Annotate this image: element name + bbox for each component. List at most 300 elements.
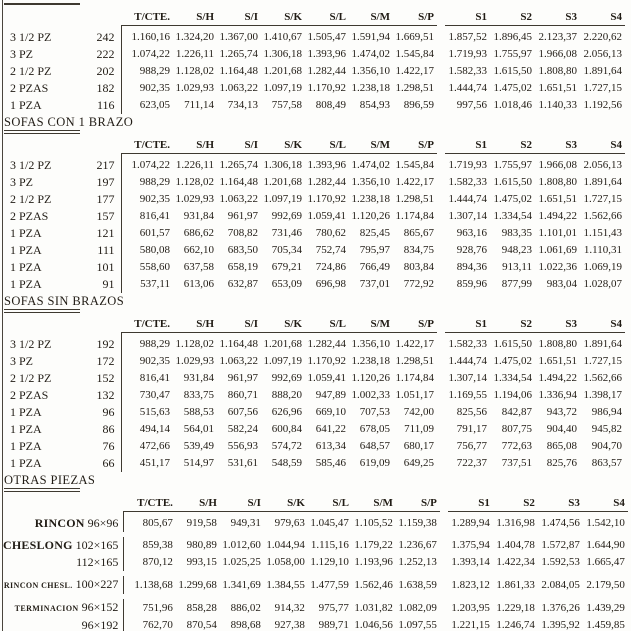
- row-label: 1 PZA: [10, 226, 42, 240]
- price-cell: 943,72: [546, 406, 577, 418]
- price-cell: 1.891,64: [583, 176, 622, 188]
- price-cell: 613,06: [183, 278, 214, 290]
- table-row: [3, 174, 625, 191]
- price-cell: 1.174,84: [395, 372, 434, 384]
- price-cell: 1.966,08: [538, 48, 577, 60]
- row-label-header: [3, 7, 73, 26]
- price-cell: 1.324,20: [175, 31, 214, 43]
- col-header: T/CTE.: [121, 314, 173, 333]
- table-row: [3, 404, 625, 421]
- price-cell: 1.289,94: [451, 517, 490, 529]
- price-cell: 1.192,56: [583, 99, 622, 111]
- section-header: [4, 474, 631, 492]
- price-cell: 1.336,94: [538, 389, 577, 401]
- price-cell: 1.082,09: [398, 601, 437, 614]
- price-cell: 762,70: [142, 619, 173, 631]
- price-cell: 854,93: [359, 99, 390, 111]
- section-sofas-top: [3, 7, 631, 114]
- price-cell: 1.494,22: [538, 372, 577, 384]
- price-cell: 1.823,12: [451, 578, 490, 591]
- price-cell: 1.615,50: [493, 65, 532, 77]
- price-cell: 1.002,33: [351, 389, 390, 401]
- table-row: [3, 26, 625, 47]
- price-cell: 724,86: [315, 261, 346, 273]
- piece-name: CHESLONG: [3, 538, 73, 552]
- header-row: [3, 7, 625, 26]
- price-table: [3, 7, 625, 114]
- price-cell: 619,09: [359, 457, 390, 469]
- col-header: S/M: [349, 314, 393, 333]
- price-cell: 756,77: [456, 440, 487, 452]
- price-cell: 711,09: [404, 423, 434, 435]
- row-qty: 197: [73, 174, 121, 191]
- table-row: [3, 438, 625, 455]
- table-row: [3, 242, 625, 259]
- price-cell: 1.298,51: [395, 193, 434, 205]
- column-gap: [437, 333, 445, 354]
- column-gap: [437, 276, 445, 293]
- price-cell: 931,84: [183, 210, 214, 222]
- price-cell: 537,11: [140, 278, 170, 290]
- section-header: [4, 295, 631, 313]
- column-gap: [437, 314, 445, 333]
- price-cell: 558,60: [139, 261, 170, 273]
- row-label-header: [3, 493, 75, 512]
- section-title-rule: [4, 488, 80, 492]
- col-header: S2: [490, 314, 535, 333]
- price-cell: 1.582,33: [448, 176, 487, 188]
- price-cell: 737,51: [501, 457, 532, 469]
- col-header: S1: [445, 135, 490, 154]
- price-cell: 641,22: [315, 423, 346, 435]
- table-row: [3, 154, 625, 175]
- price-cell: 1.097,19: [263, 355, 302, 367]
- page-left-border: [2, 0, 3, 631]
- col-header: S/M: [349, 135, 393, 154]
- price-cell: 648,57: [359, 440, 390, 452]
- price-cell: 919,58: [186, 517, 217, 529]
- price-cell: 1.307,14: [448, 372, 487, 384]
- price-cell: 949,31: [230, 517, 261, 529]
- price-cell: 1.028,07: [583, 278, 622, 290]
- price-cell: 1.063,22: [219, 355, 258, 367]
- price-cell: 1.063,22: [219, 193, 258, 205]
- col-header: S/K: [261, 7, 305, 26]
- column-gap: [437, 63, 445, 80]
- table-row: [3, 259, 625, 276]
- price-cell: 514,97: [183, 457, 214, 469]
- col-header: S/H: [176, 493, 220, 512]
- price-cell: 1.422,17: [395, 65, 434, 77]
- table-row: [3, 537, 628, 554]
- price-cell: 1.201,68: [263, 338, 302, 350]
- qty-header: [73, 7, 121, 26]
- table-row: [3, 455, 625, 472]
- price-cell: 988,29: [139, 65, 170, 77]
- price-cell: 494,14: [139, 423, 170, 435]
- price-cell: 564,01: [183, 423, 214, 435]
- price-cell: 1.592,53: [541, 556, 580, 568]
- row-label: 1 PZA: [10, 405, 42, 419]
- col-header: S2: [490, 135, 535, 154]
- price-cell: 948,23: [501, 244, 532, 256]
- price-cell: 928,76: [456, 244, 487, 256]
- col-header: S/P: [393, 7, 437, 26]
- column-gap: [437, 46, 445, 63]
- price-cell: 904,40: [546, 423, 577, 435]
- piece-dimensions: 102×165: [75, 538, 119, 552]
- price-cell: 1.474,02: [351, 48, 390, 60]
- section-otras-piezas: [3, 474, 631, 631]
- price-cell: 686,62: [183, 227, 214, 239]
- col-header: S4: [580, 135, 625, 154]
- price-cell: 803,84: [403, 261, 434, 273]
- price-cell: 1.298,51: [395, 355, 434, 367]
- price-cell: 772,63: [501, 440, 532, 452]
- price-cell: 1.808,80: [538, 176, 577, 188]
- row-label: 1 PZA: [10, 243, 42, 257]
- price-cell: 1.367,00: [219, 31, 258, 43]
- col-header: S2: [490, 7, 535, 26]
- price-cell: 1.221,15: [451, 619, 490, 631]
- price-cell: 914,32: [274, 601, 305, 614]
- price-cell: 730,47: [139, 389, 170, 401]
- table-row: [3, 208, 625, 225]
- col-header: S/K: [264, 493, 308, 512]
- row-qty: 172: [73, 353, 121, 370]
- row-qty: 132: [73, 387, 121, 404]
- price-cell: 1.891,64: [583, 65, 622, 77]
- price-cell: 531,61: [227, 457, 258, 469]
- price-cell: 945,82: [591, 423, 622, 435]
- price-cell: 472,66: [139, 440, 170, 452]
- table-row: [3, 333, 625, 354]
- previous-section-rule: [4, 3, 80, 5]
- row-label: [3, 554, 124, 571]
- col-header: S/I: [217, 314, 261, 333]
- price-cell: 1.651,51: [538, 193, 577, 205]
- col-header: S/L: [305, 135, 349, 154]
- price-cell: 751,96: [142, 601, 173, 614]
- row-label: [3, 537, 124, 554]
- price-cell: 2.084,05: [541, 578, 580, 591]
- col-header: S/M: [352, 493, 396, 512]
- price-cell: 1.170,92: [307, 355, 346, 367]
- price-cell: 1.422,17: [395, 338, 434, 350]
- price-cell: 988,29: [139, 338, 170, 350]
- price-cell: 1.110,31: [583, 244, 622, 256]
- price-cell: 737,01: [359, 278, 390, 290]
- price-cell: 1.494,22: [538, 210, 577, 222]
- price-cell: 1.138,68: [134, 578, 173, 591]
- column-gap: [440, 512, 448, 533]
- row-qty: 222: [73, 46, 121, 63]
- column-gap: [440, 537, 448, 554]
- price-cell: 979,63: [274, 517, 305, 529]
- price-cell: 1.395,92: [541, 619, 580, 631]
- price-cell: 757,58: [271, 99, 302, 111]
- price-cell: 1.265,74: [219, 48, 258, 60]
- price-cell: 1.376,26: [541, 601, 580, 614]
- price-cell: 585,46: [315, 457, 346, 469]
- price-cell: 1.719,93: [448, 48, 487, 60]
- col-header: S3: [535, 7, 580, 26]
- col-header: S3: [535, 314, 580, 333]
- piece-dimensions: 112×165: [76, 555, 119, 569]
- column-gap: [437, 353, 445, 370]
- price-cell: 1.203,95: [451, 601, 490, 614]
- price-cell: 1.226,11: [175, 159, 214, 171]
- price-cell: 986,94: [591, 406, 622, 418]
- column-gap: [437, 191, 445, 208]
- qty-header: [73, 135, 121, 154]
- price-cell: 539,49: [183, 440, 214, 452]
- price-cell: 637,58: [183, 261, 214, 273]
- price-cell: 805,67: [142, 517, 173, 529]
- price-cell: 1.193,96: [354, 556, 393, 568]
- row-qty: 192: [73, 333, 121, 354]
- price-cell: 1.341,69: [222, 578, 261, 591]
- col-header: S2: [493, 493, 538, 512]
- row-label: 1 PZA: [10, 456, 42, 470]
- price-cell: 1.896,45: [493, 31, 532, 43]
- table-row: [3, 276, 625, 293]
- col-header: S4: [583, 493, 628, 512]
- piece-dimensions: 100×227: [75, 577, 119, 591]
- price-cell: 1.384,55: [266, 578, 305, 591]
- col-header: S/P: [393, 135, 437, 154]
- price-cell: 1.474,56: [541, 517, 580, 529]
- price-cell: 983,04: [546, 278, 577, 290]
- price-cell: 913,11: [502, 261, 532, 273]
- price-cell: 1.031,82: [354, 601, 393, 614]
- row-label: 1 PZA: [10, 277, 42, 291]
- price-cell: 626,96: [271, 406, 302, 418]
- price-cell: 1.755,97: [493, 159, 532, 171]
- price-cell: 1.422,34: [496, 556, 535, 568]
- price-cell: 1.422,17: [395, 176, 434, 188]
- row-label: 2 PZAS: [10, 209, 49, 223]
- column-gap: [437, 174, 445, 191]
- price-cell: 653,09: [271, 278, 302, 290]
- header-row: [3, 493, 628, 512]
- price-cell: 678,05: [359, 423, 390, 435]
- price-cell: 1.051,17: [395, 389, 434, 401]
- price-cell: 1.179,22: [354, 539, 393, 551]
- col-header: S/H: [173, 135, 217, 154]
- row-qty: 66: [73, 455, 121, 472]
- price-cell: 1.299,68: [178, 578, 217, 591]
- column-gap: [440, 493, 448, 512]
- price-cell: 961,97: [227, 372, 258, 384]
- price-cell: 2.179,50: [586, 578, 625, 591]
- price-cell: 1.252,13: [398, 556, 437, 568]
- price-cell: 1.582,33: [448, 338, 487, 350]
- column-gap: [437, 404, 445, 421]
- column-gap: [440, 617, 448, 631]
- price-cell: 1.808,80: [538, 65, 577, 77]
- price-cell: 707,53: [359, 406, 390, 418]
- price-cell: 860,71: [227, 389, 258, 401]
- price-cell: 766,49: [359, 261, 390, 273]
- price-cell: 795,97: [359, 244, 390, 256]
- price-cell: 1.074,22: [131, 159, 170, 171]
- row-qty: 101: [73, 259, 121, 276]
- price-cell: 865,08: [546, 440, 577, 452]
- price-cell: 613,34: [315, 440, 346, 452]
- column-gap: [437, 242, 445, 259]
- row-label: 2 PZAS: [10, 81, 49, 95]
- price-cell: 669,10: [315, 406, 346, 418]
- price-cell: 1.226,11: [175, 48, 214, 60]
- price-cell: 601,57: [139, 227, 170, 239]
- price-cell: 1.045,47: [310, 517, 349, 529]
- price-cell: 825,56: [456, 406, 487, 418]
- row-label: 3 PZ: [10, 354, 34, 368]
- col-header: S/K: [261, 135, 305, 154]
- price-cell: 1.591,94: [351, 31, 390, 43]
- price-cell: 1.582,33: [448, 65, 487, 77]
- column-gap: [437, 455, 445, 472]
- price-cell: 1.727,15: [583, 82, 622, 94]
- price-cell: 1.128,02: [175, 338, 214, 350]
- price-cell: 1.669,51: [395, 31, 434, 43]
- price-cell: 1.727,15: [583, 193, 622, 205]
- table-row: [3, 512, 628, 533]
- price-cell: 896,59: [403, 99, 434, 111]
- price-cell: 1.356,10: [351, 338, 390, 350]
- price-cell: 1.857,52: [448, 31, 487, 43]
- price-cell: 1.129,10: [310, 556, 349, 568]
- column-gap: [437, 438, 445, 455]
- price-cell: 989,71: [318, 619, 349, 631]
- price-cell: 1.562,66: [583, 210, 622, 222]
- col-header: S/I: [217, 7, 261, 26]
- row-label: 1 PZA: [10, 439, 42, 453]
- price-cell: 983,35: [501, 227, 532, 239]
- price-cell: 451,17: [139, 457, 170, 469]
- price-cell: 1.029,93: [175, 193, 214, 205]
- column-gap: [437, 208, 445, 225]
- price-cell: 1.022,36: [538, 261, 577, 273]
- price-cell: 1.393,14: [451, 556, 490, 568]
- price-cell: 1.238,18: [351, 355, 390, 367]
- section-title-rule: [4, 130, 80, 134]
- price-cell: 877,99: [501, 278, 532, 290]
- row-qty: 177: [73, 191, 121, 208]
- price-cell: 1.097,19: [263, 82, 302, 94]
- price-cell: 2.123,37: [538, 31, 577, 43]
- col-header: S1: [448, 493, 493, 512]
- row-label: 3 1/2 PZ: [10, 157, 52, 172]
- col-header: S/M: [349, 7, 393, 26]
- price-cell: 1.044,94: [266, 539, 305, 551]
- row-label-header: [3, 135, 73, 154]
- qty-header: [73, 314, 121, 333]
- price-cell: 1.316,98: [496, 517, 535, 529]
- header-row: [3, 135, 625, 154]
- column-gap: [437, 259, 445, 276]
- row-label: 2 1/2 PZ: [10, 192, 52, 206]
- price-cell: 1.201,68: [263, 65, 302, 77]
- price-cell: 1.665,47: [586, 556, 625, 568]
- row-qty: 217: [73, 154, 121, 175]
- row-label: 1 PZA: [10, 260, 42, 274]
- price-cell: 859,96: [456, 278, 487, 290]
- price-cell: 548,59: [271, 457, 302, 469]
- price-cell: 825,76: [546, 457, 577, 469]
- piece-name: RINCON: [34, 515, 85, 530]
- price-cell: 680,17: [403, 440, 434, 452]
- price-table: [3, 135, 625, 293]
- price-cell: 1.727,15: [583, 355, 622, 367]
- price-cell: 863,57: [591, 457, 622, 469]
- price-cell: 1.651,51: [538, 82, 577, 94]
- price-table: [3, 314, 625, 472]
- price-cell: 1.063,22: [219, 82, 258, 94]
- price-cell: 556,93: [227, 440, 258, 452]
- price-cell: 1.545,84: [395, 159, 434, 171]
- column-gap: [437, 7, 445, 26]
- price-cell: 683,50: [227, 244, 258, 256]
- price-cell: 858,28: [186, 601, 217, 614]
- price-cell: 1.477,59: [310, 578, 349, 591]
- row-label: 3 PZ: [10, 47, 34, 61]
- table-row: [3, 225, 625, 242]
- row-qty: 96: [73, 404, 121, 421]
- row-qty: 182: [73, 80, 121, 97]
- col-header: S/P: [396, 493, 440, 512]
- price-cell: 1.236,67: [398, 539, 437, 551]
- piece-dimensions: 96×96: [87, 515, 119, 530]
- price-cell: 898,68: [230, 619, 261, 631]
- price-cell: 1.475,02: [493, 193, 532, 205]
- price-cell: 1.562,66: [583, 372, 622, 384]
- col-header: S3: [538, 493, 583, 512]
- price-cell: 842,87: [501, 406, 532, 418]
- price-cell: 722,37: [456, 457, 487, 469]
- price-cell: 1.334,54: [493, 372, 532, 384]
- price-cell: 816,41: [139, 210, 170, 222]
- price-cell: 1.356,10: [351, 65, 390, 77]
- header-row: [3, 314, 625, 333]
- table-row: [3, 191, 625, 208]
- price-cell: 1.404,78: [496, 539, 535, 551]
- price-cell: 833,75: [183, 389, 214, 401]
- price-cell: 808,49: [315, 99, 346, 111]
- table-row: [3, 387, 625, 404]
- price-cell: 515,63: [139, 406, 170, 418]
- price-cell: 1.174,84: [395, 210, 434, 222]
- price-cell: 1.105,52: [354, 517, 393, 529]
- price-cell: 927,38: [274, 619, 305, 631]
- price-cell: 1.393,96: [307, 159, 346, 171]
- column-gap: [437, 387, 445, 404]
- row-qty: 91: [73, 276, 121, 293]
- row-label: 2 1/2 PZ: [10, 64, 52, 78]
- price-cell: 980,89: [186, 539, 217, 551]
- price-cell: 1.651,51: [538, 355, 577, 367]
- price-cell: 1.029,93: [175, 82, 214, 94]
- price-cell: 825,45: [359, 227, 390, 239]
- price-cell: 886,02: [230, 601, 261, 614]
- price-cell: 1.170,92: [307, 82, 346, 94]
- table-row: [3, 617, 628, 631]
- section-title: SOFAS CON 1 BRAZO: [4, 115, 134, 129]
- col-header: S/K: [261, 314, 305, 333]
- price-cell: 992,69: [271, 210, 302, 222]
- col-header: S/I: [217, 135, 261, 154]
